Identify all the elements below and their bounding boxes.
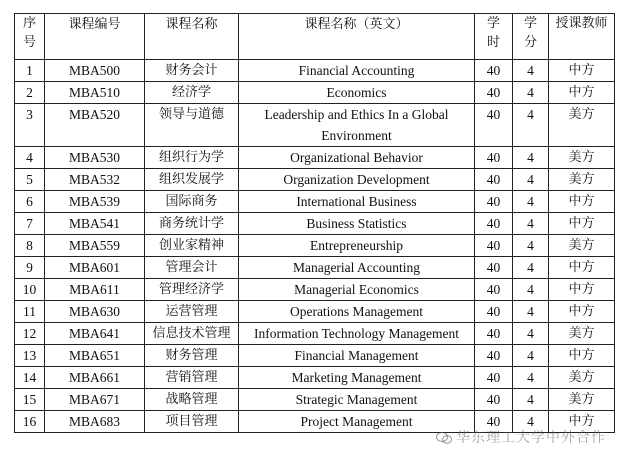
cell-credits: 4 — [513, 323, 549, 345]
cell-code: MBA651 — [45, 345, 145, 367]
cell-name-en: Organizational Behavior — [239, 147, 475, 169]
cell-name-cn: 创业家精神 — [145, 235, 239, 257]
table-row — [15, 82, 615, 104]
header-seq: 序号 — [15, 14, 45, 60]
course-table — [14, 13, 615, 433]
header-credits: 学分 — [513, 14, 549, 60]
cell-seq: 12 — [15, 323, 45, 345]
cell-hours: 40 — [475, 301, 513, 323]
cell-teacher: 中方 — [549, 60, 615, 82]
cell-credits: 4 — [513, 279, 549, 301]
cell-hours: 40 — [475, 345, 513, 367]
cell-seq: 2 — [15, 82, 45, 104]
cell-hours: 40 — [475, 389, 513, 411]
table-row — [15, 169, 615, 191]
table-row — [15, 257, 615, 279]
cell-seq: 1 — [15, 60, 45, 82]
cell-name-en: Organization Development — [239, 169, 475, 191]
cell-hours: 40 — [475, 367, 513, 389]
cell-seq: 6 — [15, 191, 45, 213]
cell-seq: 9 — [15, 257, 45, 279]
cell-seq: 8 — [15, 235, 45, 257]
cell-name-en: International Business — [239, 191, 475, 213]
cell-hours: 40 — [475, 169, 513, 191]
cell-name-cn: 信息技术管理 — [145, 323, 239, 345]
cell-seq: 7 — [15, 213, 45, 235]
cell-name-en: Financial Management — [239, 345, 475, 367]
header-row — [15, 14, 615, 60]
cell-hours: 40 — [475, 279, 513, 301]
table-row — [15, 389, 615, 411]
cell-teacher: 中方 — [549, 279, 615, 301]
header-hours: 学时 — [475, 14, 513, 60]
table-body — [15, 60, 615, 433]
header-name-cn: 课程名称 — [145, 14, 239, 60]
cell-hours: 40 — [475, 191, 513, 213]
cell-credits: 4 — [513, 60, 549, 82]
cell-teacher: 中方 — [549, 82, 615, 104]
table-row — [15, 367, 615, 389]
cell-teacher: 中方 — [549, 191, 615, 213]
table-row — [15, 323, 615, 345]
cell-code: MBA532 — [45, 169, 145, 191]
watermark — [436, 427, 606, 447]
cell-name-cn: 管理经济学 — [145, 279, 239, 301]
table-row — [15, 345, 615, 367]
cell-name-en: Operations Management — [239, 301, 475, 323]
cell-hours: 40 — [475, 147, 513, 169]
cell-teacher: 中方 — [549, 411, 615, 433]
cell-teacher: 美方 — [549, 323, 615, 345]
cell-code: MBA539 — [45, 191, 145, 213]
cell-credits: 4 — [513, 235, 549, 257]
cell-name-cn: 战略管理 — [145, 389, 239, 411]
cell-seq: 13 — [15, 345, 45, 367]
cell-teacher: 中方 — [549, 345, 615, 367]
cell-seq: 15 — [15, 389, 45, 411]
header-teacher: 授课教师 — [549, 14, 615, 60]
cell-name-cn: 营销管理 — [145, 367, 239, 389]
cell-name-cn: 经济学 — [145, 82, 239, 104]
cell-code: MBA661 — [45, 367, 145, 389]
table-row — [15, 147, 615, 169]
cell-credits: 4 — [513, 301, 549, 323]
cell-credits: 4 — [513, 213, 549, 235]
watermark-text: 华东理工大学中外合作 — [456, 430, 606, 446]
table-row — [15, 60, 615, 82]
cell-credits: 4 — [513, 82, 549, 104]
cell-code: MBA630 — [45, 301, 145, 323]
cell-name-cn: 国际商务 — [145, 191, 239, 213]
cell-code: MBA510 — [45, 82, 145, 104]
table-row — [15, 279, 615, 301]
cell-seq: 3 — [15, 104, 45, 147]
cell-name-en: Entrepreneurship — [239, 235, 475, 257]
cell-name-en: Marketing Management — [239, 367, 475, 389]
cell-name-en: Business Statistics — [239, 213, 475, 235]
cell-credits: 4 — [513, 169, 549, 191]
cell-credits: 4 — [513, 389, 549, 411]
cell-hours: 40 — [475, 411, 513, 433]
cell-credits: 4 — [513, 147, 549, 169]
cell-name-cn: 商务统计学 — [145, 213, 239, 235]
cell-code: MBA520 — [45, 104, 145, 147]
table-row — [15, 104, 615, 147]
cell-teacher: 中方 — [549, 257, 615, 279]
cell-name-en: Leadership and Ethics In a Global Environment — [239, 104, 475, 147]
cell-code: MBA500 — [45, 60, 145, 82]
cell-name-cn: 组织发展学 — [145, 169, 239, 191]
cell-seq: 11 — [15, 301, 45, 323]
cell-seq: 4 — [15, 147, 45, 169]
table-row — [15, 191, 615, 213]
cell-credits: 4 — [513, 411, 549, 433]
cell-name-cn: 财务管理 — [145, 345, 239, 367]
cell-seq: 16 — [15, 411, 45, 433]
table-row — [15, 213, 615, 235]
cell-name-en: Project Management — [239, 411, 475, 433]
cell-code: MBA611 — [45, 279, 145, 301]
cell-teacher: 美方 — [549, 367, 615, 389]
cell-code: MBA671 — [45, 389, 145, 411]
cell-teacher: 美方 — [549, 147, 615, 169]
cell-name-en: Strategic Management — [239, 389, 475, 411]
cell-hours: 40 — [475, 257, 513, 279]
cell-name-cn: 运营管理 — [145, 301, 239, 323]
cell-hours: 40 — [475, 213, 513, 235]
cell-seq: 10 — [15, 279, 45, 301]
cell-hours: 40 — [475, 235, 513, 257]
cell-name-en: Managerial Accounting — [239, 257, 475, 279]
cell-hours: 40 — [475, 60, 513, 82]
header-code: 课程编号 — [45, 14, 145, 60]
cell-name-en: Information Technology Management — [239, 323, 475, 345]
cell-hours: 40 — [475, 323, 513, 345]
cell-credits: 4 — [513, 104, 549, 147]
cell-code: MBA530 — [45, 147, 145, 169]
cell-teacher: 美方 — [549, 235, 615, 257]
cell-credits: 4 — [513, 367, 549, 389]
cell-code: MBA641 — [45, 323, 145, 345]
cell-name-cn: 项目管理 — [145, 411, 239, 433]
cell-teacher: 美方 — [549, 389, 615, 411]
wechat-icon — [436, 432, 452, 444]
cell-name-en: Financial Accounting — [239, 60, 475, 82]
cell-name-cn: 领导与道德 — [145, 104, 239, 147]
cell-teacher: 美方 — [549, 104, 615, 147]
cell-teacher: 美方 — [549, 169, 615, 191]
cell-credits: 4 — [513, 345, 549, 367]
cell-teacher: 中方 — [549, 213, 615, 235]
cell-code: MBA683 — [45, 411, 145, 433]
table-row — [15, 301, 615, 323]
cell-name-cn: 财务会计 — [145, 60, 239, 82]
cell-teacher: 中方 — [549, 301, 615, 323]
cell-name-cn: 管理会计 — [145, 257, 239, 279]
cell-code: MBA601 — [45, 257, 145, 279]
cell-hours: 40 — [475, 82, 513, 104]
cell-credits: 4 — [513, 191, 549, 213]
cell-code: MBA559 — [45, 235, 145, 257]
cell-name-en: Managerial Economics — [239, 279, 475, 301]
header-name-en: 课程名称（英文） — [239, 14, 475, 60]
cell-code: MBA541 — [45, 213, 145, 235]
cell-name-en: Economics — [239, 82, 475, 104]
cell-hours: 40 — [475, 104, 513, 147]
cell-seq: 5 — [15, 169, 45, 191]
cell-name-cn: 组织行为学 — [145, 147, 239, 169]
table-row — [15, 235, 615, 257]
cell-seq: 14 — [15, 367, 45, 389]
cell-credits: 4 — [513, 257, 549, 279]
